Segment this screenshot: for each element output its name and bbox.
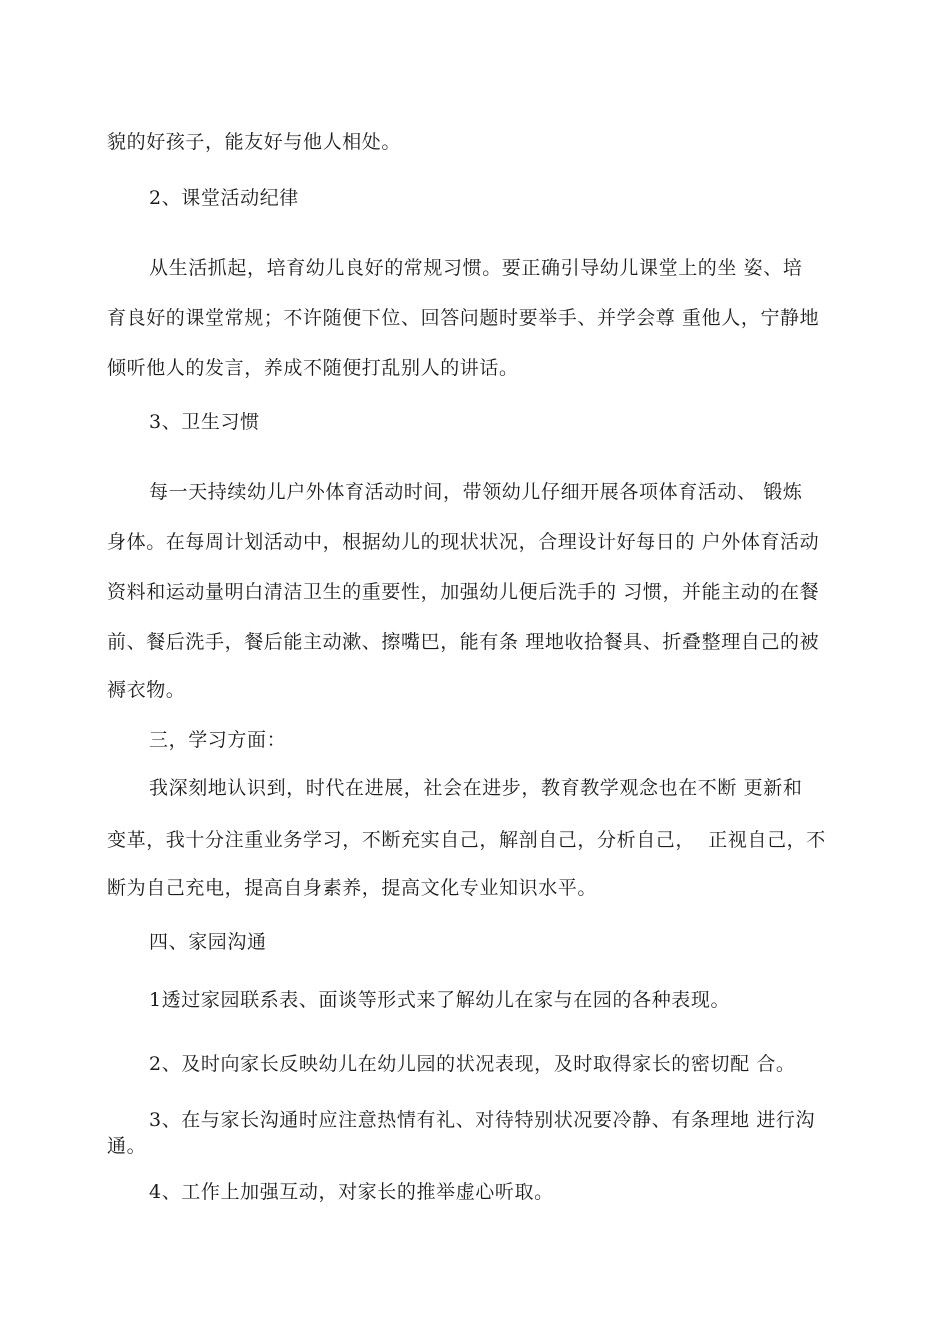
paragraph-line: 褥衣物。 <box>107 679 186 701</box>
paragraph-line: 每一天持续幼儿户外体育活动时间，带领幼儿仔细开展各项体育活动、 锻炼 <box>149 481 803 503</box>
list-item: 1透过家园联系表、面谈等形式来了解幼儿在家与在园的各种表现。 <box>149 989 731 1011</box>
list-item: 3、在与家长沟通时应注意热情有礼、对待特别状况要冷静、有条理地 进行沟 <box>149 1109 816 1131</box>
paragraph-line: 前、餐后洗手，餐后能主动漱、擦嘴巴，能有条 理地收拾餐具、折叠整理自己的被 <box>107 631 820 653</box>
paragraph-line: 育良好的课堂常规；不许随便下位、回答问题时要举手、并学会尊 重他人，宁静地 <box>107 307 820 329</box>
paragraph-line: 我深刻地认识到，时代在进展，社会在进步，教育教学观念也在不断 更新和 <box>149 777 803 799</box>
paragraph-line: 貌的好孩子，能友好与他人相处。 <box>107 131 402 153</box>
list-item-continuation: 通。 <box>107 1135 147 1157</box>
list-item: 2、及时向家长反映幼儿在幼儿园的状况表现，及时取得家长的密切配 合。 <box>149 1053 796 1075</box>
section-heading: 2、课堂活动纪律 <box>149 187 299 209</box>
section-heading: 四、家园沟通 <box>149 931 267 953</box>
section-heading: 3、卫生习惯 <box>149 411 260 433</box>
paragraph-line: 资料和运动量明白清洁卫生的重要性，加强幼儿便后洗手的 习惯，并能主动的在餐 <box>107 581 820 603</box>
paragraph-line: 倾听他人的发言，养成不随便打乱别人的讲话。 <box>107 357 519 379</box>
paragraph-line: 从生活抓起，培育幼儿良好的常规习惯。要正确引导幼儿课堂上的坐 姿、培 <box>149 257 803 279</box>
paragraph-line: 变革，我十分注重业务学习，不断充实自己，解剖自己，分析自己， 正视自己，不 <box>107 829 826 851</box>
section-heading: 三，学习方面： <box>149 729 287 751</box>
list-item: 4、工作上加强互动，对家长的推举虚心听取。 <box>149 1181 554 1203</box>
paragraph-line: 身体。在每周计划活动中，根据幼儿的现状状况，合理设计好每日的 户外体育活动 <box>107 531 820 553</box>
paragraph-line: 断为自己充电，提高自身素养，提高文化专业知识水平。 <box>107 877 598 899</box>
